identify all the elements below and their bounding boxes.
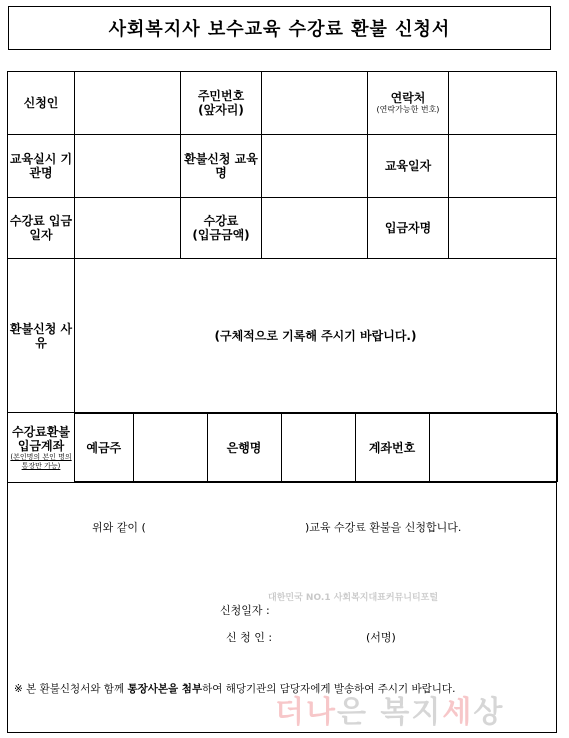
label-fee [181,198,262,259]
label-refund-course: 환불신청 교육명 [181,135,262,198]
label-fee-main: 수강료 [203,214,239,228]
label-bank: 은행명 [207,414,281,482]
label-rrn-main: 주민번호 [197,89,245,103]
label-account-sub: (본인명의 본인 명의 통장만 가능) [10,452,72,470]
account-inner-table [75,413,558,482]
refund-course-input[interactable] [262,135,368,198]
sign-label: (서명) [366,631,396,644]
label-rrn [181,72,262,135]
label-fee-date: 수강료 입금일자 [8,198,75,259]
watermark-logo [275,696,504,730]
account-row [75,413,557,483]
account-no-input[interactable] [429,414,557,482]
reason-hint: (구체적으로 기록해 주시기 바랍니다.) [214,329,417,343]
contact-input[interactable] [449,72,557,135]
applicant-sign-label: 신 청 인 : [226,631,273,644]
note-bold: 통장사본을 첨부 [127,683,203,695]
apply-date-label: 신청일자 : [220,604,270,617]
refund-form-table [7,71,557,733]
reason-input[interactable] [75,259,557,413]
label-account-main: 수강료환불 입금계좌 [12,424,70,453]
holder-input[interactable] [133,414,207,482]
label-applicant: 신청인 [8,72,75,135]
note-suffix: 하여 해당기관의 담당자에게 발송하여 주시기 바랍니다. [202,683,456,695]
bank-input[interactable] [281,414,355,482]
statement-line-start: 위와 같이 ( [92,521,146,534]
watermark-caption: 대한민국 NO.1 사회복지대표커뮤니티포털 [268,593,439,603]
watermark-part2: 은 복지 [336,695,443,730]
depositor-input[interactable] [449,198,557,259]
form-title: 사회복지사 보수교육 수강료 환불 신청서 [8,6,551,50]
label-account-no: 계좌번호 [355,414,429,482]
label-contact [368,72,449,135]
label-institution: 교육실시 기관명 [8,135,75,198]
watermark-part4: 상 [473,695,505,730]
note-prefix: ※ 본 환불신청서와 함께 [14,683,128,695]
label-contact-sub: (연락가능한 번호) [376,105,440,114]
applicant-input[interactable] [75,72,181,135]
label-reason: 환불신청 사유 [8,259,75,413]
label-rrn-sub: (앞자리) [198,103,244,117]
edu-date-input[interactable] [449,135,557,198]
label-contact-main: 연락처 [390,91,426,105]
institution-input[interactable] [75,135,181,198]
fee-input[interactable] [262,198,368,259]
attachment-note [14,681,455,696]
label-edu-date: 교육일자 [368,135,449,198]
label-account [8,413,75,483]
label-depositor: 입금자명 [368,198,449,259]
label-holder: 예금주 [75,414,133,482]
statement-line-end: )교육 수강료 환불을 신청합니다. [305,521,462,534]
watermark-part1: 더나 [275,695,337,730]
rrn-input[interactable] [262,72,368,135]
watermark-part3: 세 [442,695,474,730]
fee-date-input[interactable] [75,198,181,259]
label-fee-sub: (입금금액) [192,228,250,242]
